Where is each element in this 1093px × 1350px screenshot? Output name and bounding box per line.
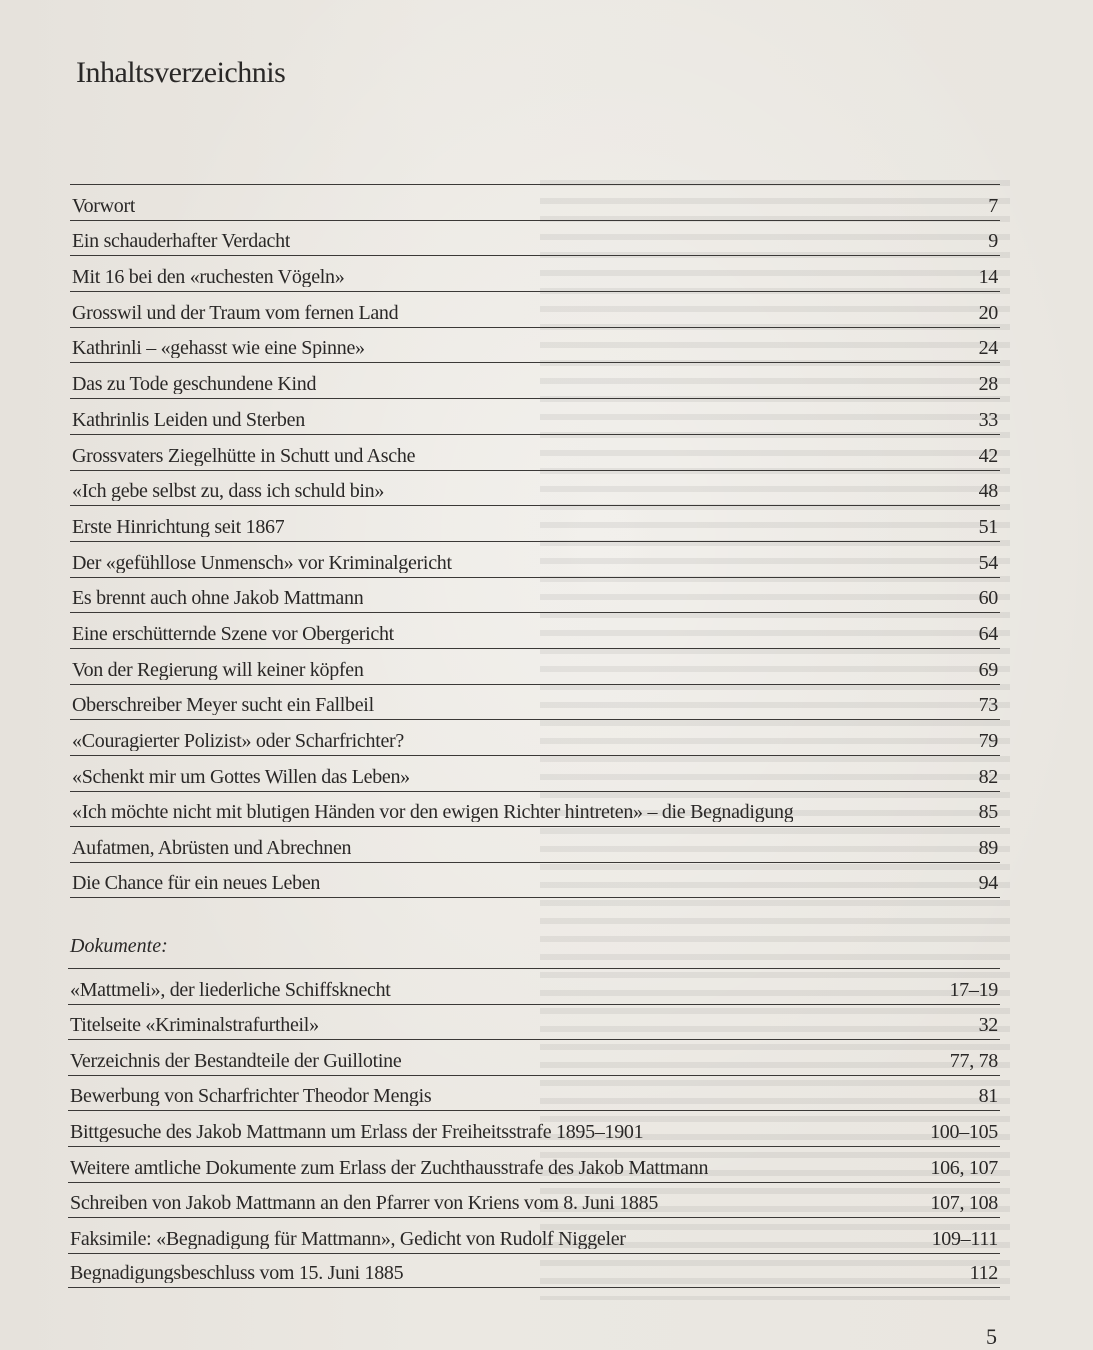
entry-title: Weitere amtliche Dokumente zum Erlass der Zuchthausstrafe des Jakob Mattmann xyxy=(70,1157,709,1178)
page-number: 5 xyxy=(986,1324,997,1349)
entry-title: «Ich gebe selbst zu, dass ich schuld bin» xyxy=(72,481,385,502)
entry-title: Begnadigungsbeschluss vom 15. Juni 1885 xyxy=(70,1263,404,1284)
chapter-row xyxy=(70,184,1000,220)
chapter-row xyxy=(70,255,1000,291)
chapter-row xyxy=(70,684,1000,720)
chapter-row xyxy=(70,719,1000,755)
document-row xyxy=(68,1110,1000,1146)
page-title: Inhaltsverzeichnis xyxy=(76,56,286,89)
chapter-row xyxy=(70,862,1000,898)
entry-title: Der «gefühllose Unmensch» vor Kriminalgericht xyxy=(72,552,452,573)
entry-page-number: 73 xyxy=(978,694,998,717)
entry-title: «Ich möchte nicht mit blutigen Händen vor den ewigen Richter hintreten» – die Begnadigung xyxy=(72,802,794,823)
entry-title: Faksimile: «Begnadigung für Mattmann», Gedicht von Rudolf Niggeler xyxy=(70,1228,626,1249)
entry-page-number: 9 xyxy=(988,230,998,253)
chapter-row xyxy=(70,648,1000,684)
entry-page-number: 32 xyxy=(978,1014,998,1037)
chapter-row xyxy=(70,826,1000,862)
entry-page-number: 79 xyxy=(978,730,998,752)
entry-page-number: 48 xyxy=(978,480,998,503)
chapter-row xyxy=(70,291,1000,327)
entry-title: Kathrinlis Leiden und Sterben xyxy=(72,409,305,430)
entry-page-number: 106, 107 xyxy=(930,1156,998,1179)
chapter-row xyxy=(70,612,1000,648)
entry-page-number: 64 xyxy=(978,622,998,645)
entry-title: Ein schauderhafter Verdacht xyxy=(72,231,291,252)
entry-page-number: 85 xyxy=(978,801,998,824)
entry-title: «Couragierter Polizist» oder Scharfrichter? xyxy=(72,731,404,751)
entry-page-number: 20 xyxy=(978,301,998,324)
document-row xyxy=(68,1182,1000,1218)
entry-page-number: 54 xyxy=(978,551,998,574)
document-row xyxy=(68,1039,1000,1075)
entry-page-number: 107, 108 xyxy=(930,1192,998,1215)
entry-page-number: 42 xyxy=(978,444,998,467)
entry-page-number: 33 xyxy=(978,408,998,431)
chapter-row xyxy=(70,470,1000,506)
entry-title: Vorwort xyxy=(72,195,136,216)
chapter-row xyxy=(70,577,1000,613)
entry-title: Das zu Tode geschundene Kind xyxy=(72,374,317,395)
entry-page-number: 51 xyxy=(978,515,998,538)
entry-page-number: 89 xyxy=(978,837,998,860)
entry-page-number: 60 xyxy=(978,587,998,610)
entry-title: Kathrinli – «gehasst wie eine Spinne» xyxy=(72,338,365,359)
entry-title: Es brennt auch ohne Jakob Mattmann xyxy=(72,588,364,609)
entry-title: Aufatmen, Abrüsten und Abrechnen xyxy=(72,838,352,859)
entry-title: «Schenkt mir um Gottes Willen das Leben» xyxy=(72,766,410,787)
entry-title: Bewerbung von Scharfrichter Theodor Mengis xyxy=(70,1086,432,1107)
document-row xyxy=(68,1217,1000,1253)
entry-page-number: 7 xyxy=(988,194,998,217)
entry-page-number: 112 xyxy=(969,1262,998,1285)
entry-page-number: 17–19 xyxy=(949,978,998,1001)
entry-page-number: 94 xyxy=(978,871,998,894)
entry-title: Eine erschütternde Szene vor Obergericht xyxy=(72,623,394,644)
entry-page-number: 69 xyxy=(978,658,998,681)
entry-title: Von der Regierung will keiner köpfen xyxy=(72,659,364,680)
entry-title: Titelseite «Kriminalstrafurtheil» xyxy=(70,1015,319,1036)
chapter-row xyxy=(70,434,1000,470)
entry-title: Grosswil und der Traum vom fernen Land xyxy=(72,302,399,323)
chapter-row xyxy=(70,755,1000,791)
entry-title: Erste Hinrichtung seit 1867 xyxy=(72,516,285,537)
document-row xyxy=(68,1004,1000,1040)
documents-heading: Dokumente: xyxy=(70,935,168,957)
document-row xyxy=(68,1075,1000,1111)
entry-title: Grossvaters Ziegelhütte in Schutt und Asche xyxy=(72,445,416,466)
document-row xyxy=(68,1146,1000,1182)
entry-page-number: 81 xyxy=(978,1085,998,1108)
chapter-row xyxy=(70,398,1000,434)
entry-page-number: 77, 78 xyxy=(949,1049,998,1072)
chapter-row xyxy=(70,362,1000,398)
entry-page-number: 109–111 xyxy=(931,1227,998,1250)
chapter-row xyxy=(70,791,1000,827)
entry-title: Verzeichnis der Bestandteile der Guillotine xyxy=(70,1050,402,1071)
entry-title: Bittgesuche des Jakob Mattmann um Erlass der Freiheitsstrafe 1895–1901 xyxy=(70,1121,644,1142)
entry-page-number: 100–105 xyxy=(930,1120,998,1143)
entry-title: Mit 16 bei den «ruchesten Vögeln» xyxy=(72,267,345,288)
entry-page-number: 24 xyxy=(978,337,998,360)
chapter-row xyxy=(70,220,1000,256)
document-row xyxy=(68,968,1000,1004)
chapter-row xyxy=(70,327,1000,363)
entry-title: «Mattmeli», der liederliche Schiffsknecht xyxy=(70,979,391,1000)
documents-list xyxy=(68,968,1000,1288)
entry-title: Schreiben von Jakob Mattmann an den Pfarrer von Kriens vom 8. Juni 1885 xyxy=(70,1193,659,1214)
entry-page-number: 28 xyxy=(978,373,998,396)
entry-page-number: 14 xyxy=(978,266,998,289)
entry-title: Oberschreiber Meyer sucht ein Fallbeil xyxy=(72,695,374,716)
chapter-list xyxy=(70,184,1000,898)
entry-page-number: 82 xyxy=(978,765,998,788)
chapter-row xyxy=(70,541,1000,577)
entry-title: Die Chance für ein neues Leben xyxy=(72,872,321,893)
chapter-row xyxy=(70,505,1000,541)
document-row xyxy=(68,1253,1000,1289)
